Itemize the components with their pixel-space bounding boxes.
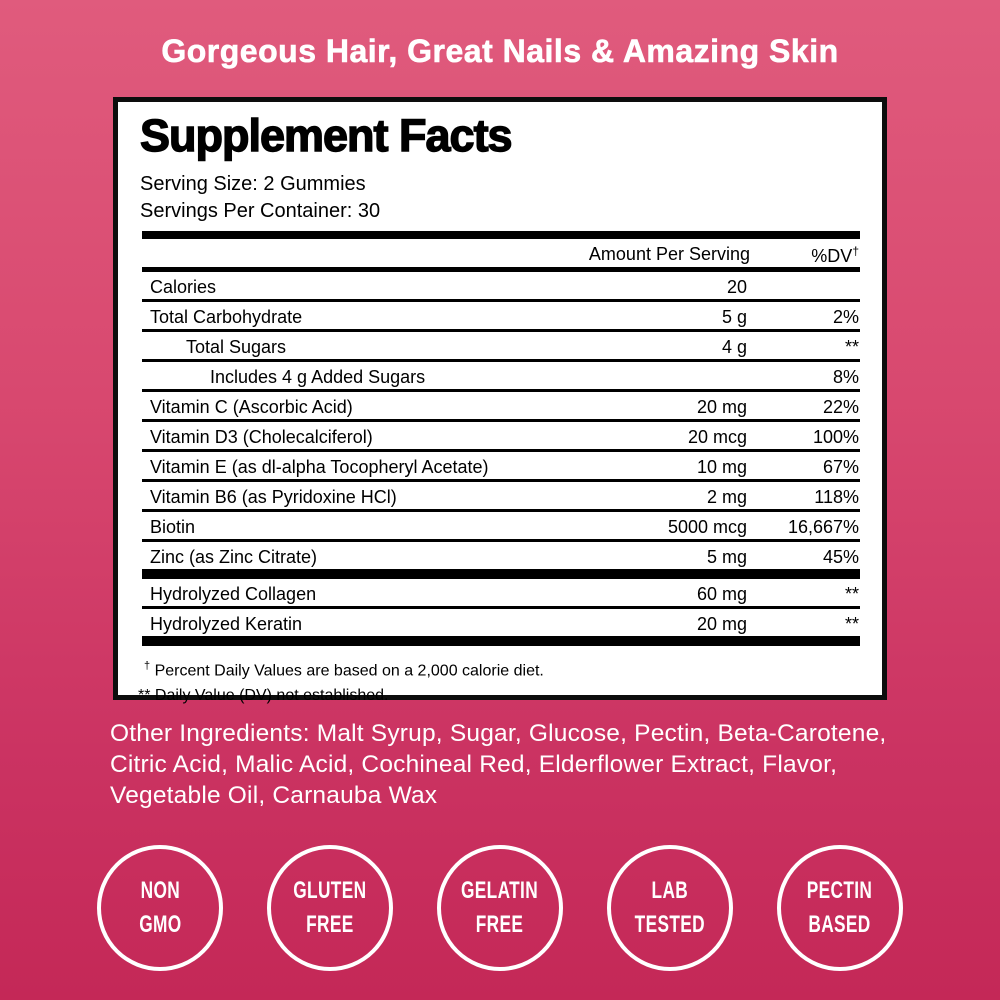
supplement-facts-panel (113, 97, 887, 704)
footnotes (138, 654, 860, 707)
badge-line1: GELATIN (461, 877, 539, 904)
row-amount: 10 mg (696, 457, 747, 478)
table-row (142, 452, 860, 482)
badge-label (461, 874, 538, 942)
divider-thick (142, 231, 860, 239)
row-amount: 20 mcg (687, 427, 747, 448)
badge-line1: GLUTEN (293, 877, 367, 904)
divider-thick (142, 569, 860, 579)
row-dv: ** (844, 584, 859, 605)
row-label: Calories (150, 277, 217, 298)
table-row (142, 392, 860, 422)
row-amount: 5000 mcg (667, 517, 747, 538)
footnote-text: Percent Daily Values are based on a 2,000 calorie diet. (154, 662, 544, 680)
row-dv: 45% (822, 547, 859, 568)
badge-gluten-free (267, 845, 393, 971)
footnote-daily-values (144, 654, 860, 683)
table-header-row (142, 239, 860, 267)
row-amount: 20 mg (696, 614, 747, 635)
badge-line1: LAB (651, 877, 689, 904)
row-amount: 20 (726, 277, 747, 298)
row-label: Total Sugars (186, 337, 287, 358)
dv-dagger: † (852, 244, 859, 259)
badge-lab-tested (607, 845, 733, 971)
table-row (142, 579, 860, 609)
headline: Gorgeous Hair, Great Nails & Amazing Skin (161, 33, 839, 69)
footnote-dv-not-established (138, 684, 860, 708)
row-label: Vitamin E (as dl-alpha Tocopheryl Acetate) (150, 457, 489, 478)
table-row (142, 422, 860, 452)
badge-pectin-based (777, 845, 903, 971)
badge-line2: FREE (476, 911, 524, 938)
servings-per-container: Servings Per Container: 30 (140, 200, 381, 223)
panel-content (118, 102, 882, 708)
other-ingredients: Other Ingredients: Malt Syrup, Sugar, Glucose, Pectin, Beta-Carotene, Citric Acid, Malic Acid, Cochineal Red, Elderflower Extract, Flavor, Vegetable Oil, Carnauba Wax (110, 720, 887, 809)
badge-label (139, 874, 181, 942)
table-row (142, 609, 860, 636)
serving-size: Serving Size: 2 Gummies (140, 173, 366, 196)
asterisks-symbol: ** (138, 686, 151, 704)
column-header-amount: Amount Per Serving (588, 244, 750, 265)
table-row (142, 542, 860, 569)
badge-line2: BASED (808, 911, 872, 938)
row-amount: 5 mg (706, 547, 747, 568)
badge-row (0, 845, 1000, 971)
row-amount: 20 mg (696, 397, 747, 418)
badge-label (293, 874, 366, 942)
badge-label (635, 874, 705, 942)
table-row (142, 332, 860, 362)
badge-label (807, 874, 873, 942)
table-row (142, 482, 860, 512)
row-amount: 4 g (721, 337, 747, 358)
row-label: Hydrolyzed Keratin (150, 614, 303, 635)
badge-line1: PECTIN (807, 877, 873, 904)
table-row (142, 272, 860, 302)
table-row (142, 512, 860, 542)
table-row (142, 302, 860, 332)
row-label: Hydrolyzed Collagen (150, 584, 317, 605)
panel-title: Supplement Facts (140, 110, 512, 161)
divider-thick (142, 636, 860, 646)
dv-label: %DV (811, 246, 853, 267)
row-label: Biotin (150, 517, 196, 538)
row-dv: ** (844, 337, 859, 358)
facts-table (142, 231, 860, 646)
row-dv: 16,667% (787, 517, 859, 538)
row-label: Total Carbohydrate (150, 307, 303, 328)
row-amount: 2 mg (706, 487, 747, 508)
table-row (142, 362, 860, 392)
row-dv: 118% (814, 487, 859, 508)
badge-non-gmo (97, 845, 223, 971)
footnote-text: Daily Value (DV) not established. (154, 686, 389, 704)
row-dv: 22% (822, 397, 859, 418)
badge-line2: TESTED (634, 911, 706, 938)
row-label: Vitamin C (Ascorbic Acid) (150, 397, 353, 418)
row-dv: 8% (832, 367, 859, 388)
row-amount: 5 g (721, 307, 747, 328)
row-dv: ** (844, 614, 859, 635)
row-label: Includes 4 g Added Sugars (210, 367, 426, 388)
row-label: Vitamin D3 (Cholecalciferol) (150, 427, 373, 448)
row-label: Zinc (as Zinc Citrate) (150, 547, 318, 568)
row-dv: 67% (822, 457, 859, 478)
badge-line1: NON (140, 877, 180, 904)
badge-line2: GMO (138, 911, 182, 938)
dagger-symbol: † (144, 660, 151, 673)
row-label: Vitamin B6 (as Pyridoxine HCl) (150, 487, 397, 508)
column-header-dv (811, 244, 859, 267)
badge-line2: FREE (306, 911, 354, 938)
row-dv: 2% (832, 307, 859, 328)
badge-gelatin-free (437, 845, 563, 971)
row-amount: 60 mg (696, 584, 747, 605)
row-dv: 100% (812, 427, 859, 448)
